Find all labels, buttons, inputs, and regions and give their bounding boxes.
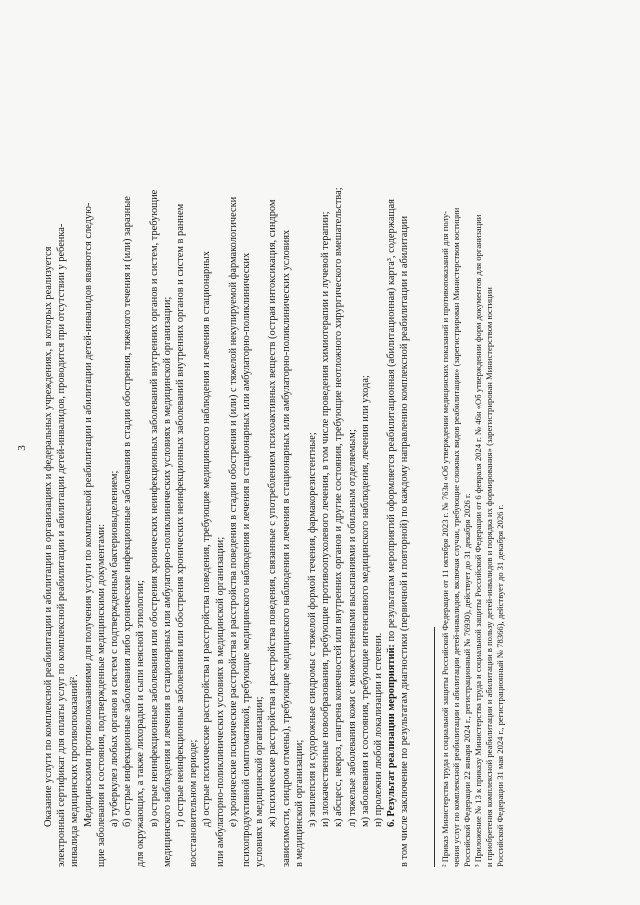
document-line: д) острые психические расстройства и расстройства поведения, требующие медицинского наблюдения и лечения в стационарных — [201, 251, 213, 827]
document-line: для окружающих, а также лихорадки и сыпи неясной этиологии; — [135, 580, 147, 867]
document-line: а) туберкулез любых органов и систем с подтвержденным бактериовыделением; — [109, 470, 121, 827]
footnote-line: и приобретения комплексной реабилитации и абилитации в пользу детей-инвалидов и порядка их формирования» (зарегистрирован Министерством юстиции — [483, 287, 494, 867]
document-line: Оказание услуги по комплексной реабилитации и абилитации в организациях и федеральных учреждениях, в которых реализуется — [43, 246, 54, 827]
document-line: психопродуктивной симптоматикой, требующие медицинского наблюдения и лечения в стационарных или амбулаторно-поликлинических — [241, 252, 253, 867]
document-line: Медицинскими противопоказаниями для получения услуги по комплексной реабилитации и абилитации детей-инвалидов являются следую- — [82, 202, 94, 827]
footnote-line: Российской Федерации 22 января 2024 г., регистрационный № 76930), действует до 31 декабря 2026 г. — [461, 493, 472, 867]
contraindications-text — [42, 29, 385, 867]
document-line: в) острые неинфекционные заболевания или обострения хронических неинфекционных заболеваний внутренних органов и систем, требующие — [148, 189, 160, 827]
document-line: восстановительном периоде; — [188, 739, 200, 867]
document-line: б) острые инфекционные заболевания либо хронические инфекционные заболевания в стадии обострения, тяжелого течения и (или) заразные — [122, 196, 134, 827]
section-6-text: по результатам мероприятий оформляется реабилитационная (абилитационная) карта³, содержащая — [386, 199, 398, 645]
section-6-heading: 6. Результат реализации мероприятий: — [386, 644, 398, 827]
document-line: медицинского наблюдения и лечения в стационарных или амбулаторно-поликлинических условиях в медицинской организации; — [161, 296, 173, 867]
document-line: з) эпилепсия и судорожные синдромы с тяжелой формой течения, фармакорезистентные; — [307, 432, 319, 827]
document-line: в медицинской организации; — [293, 739, 305, 867]
document-line: е) хронические психические расстройства и расстройства поведения в стадии обострения и (или) с тяжелой некупируемой фармакологически — [227, 196, 239, 827]
footnote-line: чения услуг по комплексной реабилитации и абилитации детей-инвалидов, включая случаи, требующие сложных видов реабилитации» (зарегистрирован Министерством юстиции — [450, 207, 461, 867]
document-line: н) пролежни любой локализации и степени. — [373, 632, 385, 827]
document-line: л) тяжелые заболевания кожи с множественными высыпаниями и обильным отделяемым; — [346, 429, 358, 827]
footnote-line: ² Приказ Министерства труда и социальной защиты Российской Федерации от 11 октября 2023 г. № 763н «Об утверждении медицинских показаний и противопоказаний для полу- — [439, 211, 450, 867]
footnote-separator — [434, 627, 435, 867]
document-body — [16, 29, 506, 867]
document-line: условиях в медицинской организации; — [254, 696, 266, 867]
document-line: электронный сертификат для оплаты услуг по комплексной реабилитации и абилитации детей-инвалидов, проводится при отсутствии у ребенка- — [56, 223, 68, 867]
document-line: ж) психические расстройства и расстройства поведения, связанные с употреблением психоактивных веществ (острая интоксикация, синдром — [267, 199, 279, 827]
page-number: 3 — [16, 445, 28, 451]
document-line: м) заболевания и состояния, требующие интенсивного медицинского наблюдения, лечения или ухода; — [359, 375, 371, 827]
footnote-line: ³ Приложение № 13 к приказу Министерства труда и социальной защиты Российской Федерации от 6 февраля 2024 г. № 46н «Об утверждении форм документов для организации — [472, 214, 483, 867]
document-line: зависимости, синдром отмены), требующие медицинского наблюдения и лечения в стационарных или амбулаторно-поликлинических условиях — [280, 229, 292, 867]
section-6-paragraph — [385, 29, 398, 867]
footnotes — [440, 29, 506, 867]
document-line: или амбулаторно-поликлинических условиях в медицинской организации; — [214, 536, 226, 867]
section-6-continuation: в том числе заключение по результатам диагностики (первичной и повторной) по каждому направлению комплексной реабилитации и абилитации — [399, 215, 411, 867]
footnote-line: Российской Федерации 31 мая 2024 г., регистрационный № 78366), действует до 31 декабря 2026 г. — [494, 504, 505, 867]
document-line: к) абсцесс, некроз, гангрена конечностей или внутренних органов и другие состояния, требующие неотложного хирургического вмешательства; — [333, 187, 345, 827]
document-line: щие заболевания и состояния, подтвержденные медицинскими документами: — [95, 524, 107, 867]
document-line: и) злокачественные новообразования, требующие противоопухолевого лечения, в том числе проведения химиотерапии и лучевой терапии; — [320, 211, 332, 827]
document-line: г) острые неинфекционные заболевания или обострения хронических неинфекционных заболеваний внутренних органов и систем в раннем — [175, 203, 187, 827]
document-line: инвалида медицинских противопоказаний². — [69, 674, 81, 867]
